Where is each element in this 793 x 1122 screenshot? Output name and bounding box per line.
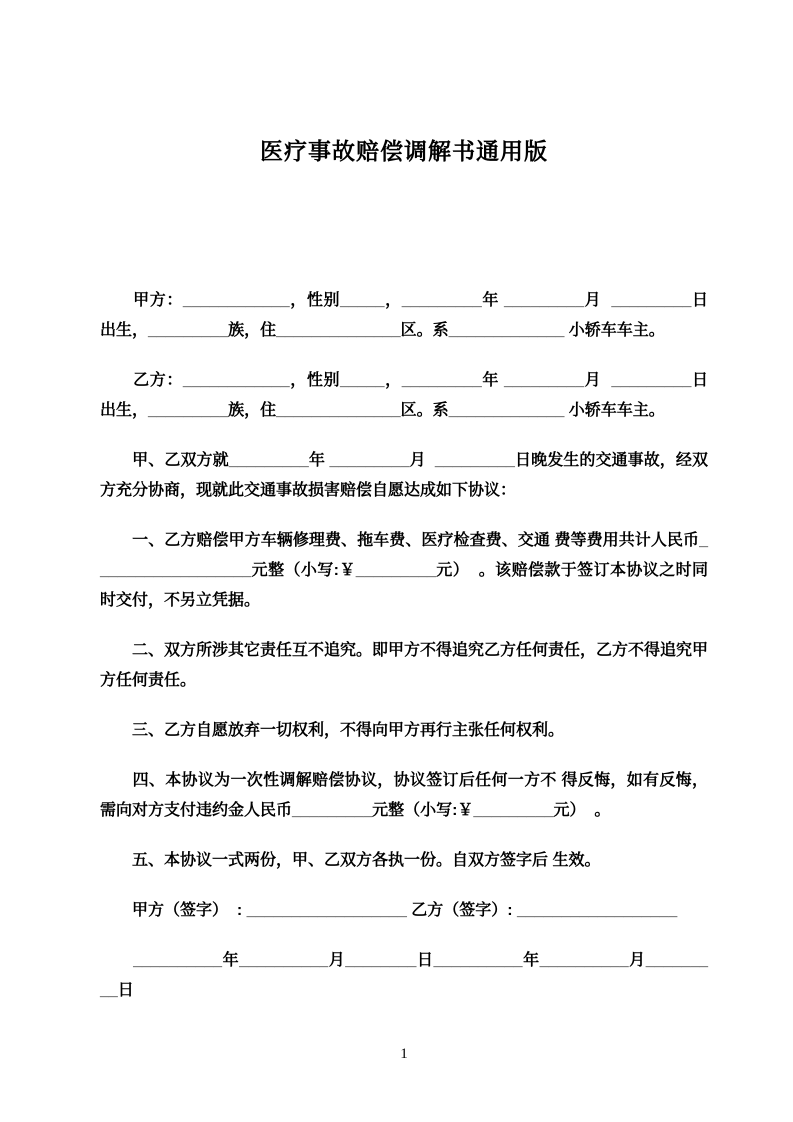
page-number: 1 — [400, 1046, 408, 1062]
clause-1-compensation: 一、乙方赔偿甲方车辆修理费、拖车费、医疗检查费、交通 费等费用共计人民币__________________元整（小写:￥_________元） 。该赔偿款于签订本协议之时同时交付，不另立凭据。 — [100, 532, 708, 609]
clause-4-penalty: 四、本协议为一次性调解赔偿协议，协议签订后任何一方不 得反悔，如有反悔，需向对方支付违约金人民币_________元整（小写:￥_________元） 。 — [100, 772, 708, 819]
clause-2-liability-waiver: 二、双方所涉其它责任互不追究。即甲方不得追究乙方任何责任，乙方不得追究甲方任何责任。 — [100, 642, 709, 689]
signature-line: 甲方（签字） : __________________ 乙方（签字）: __________________ — [100, 902, 678, 919]
paragraph-party-a-info: 甲方：____________，性别_____，_________年 _________月 _________日出生，_________族，住______________区。系_____________ 小轿车车主。 — [100, 292, 708, 339]
clause-3-rights-waiver: 三、乙方自愿放弃一切权利，不得向甲方再行主张任何权利。 — [100, 722, 565, 739]
date-line: __________年__________月________日__________年__________月_________日 — [100, 952, 708, 999]
paragraph-preamble: 甲、乙双方就_________年 _________月 _________日晚发生的交通事故，经双方充分协商，现就此交通事故损害赔偿自愿达成如下协议： — [100, 452, 708, 499]
paragraph-party-b-info: 乙方：____________，性别_____，_________年 _________月 _________日出生，_________族，住______________区。系_____________ 小轿车车主。 — [100, 372, 708, 419]
clause-5-copies: 五、本协议一式两份，甲、乙双方各执一份。自双方签字后 生效。 — [100, 852, 601, 869]
document-title: 医疗事故赔偿调解书通用版 — [260, 138, 548, 164]
